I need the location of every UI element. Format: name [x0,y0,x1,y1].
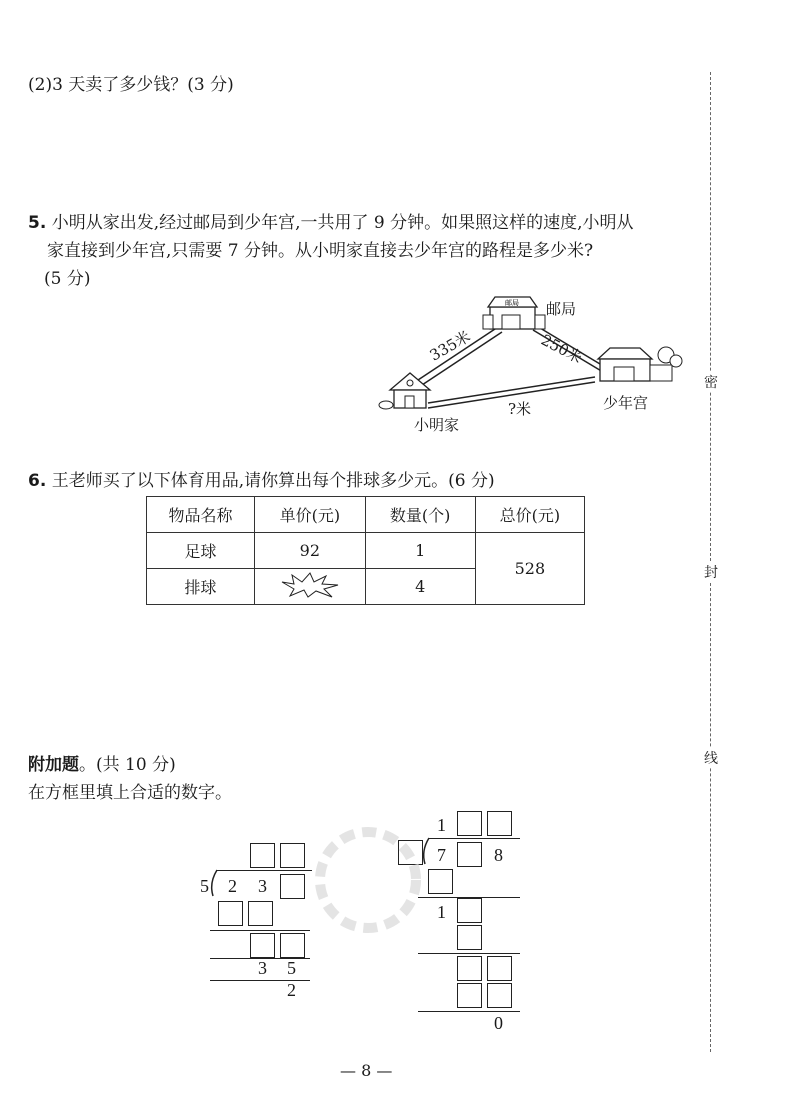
goods-table [146,496,585,605]
table-header-row [147,497,585,533]
burst-icon [280,572,340,598]
label-dist-home-post: 335米 [426,327,474,365]
header-qty: 数量(个) [365,497,475,533]
total-cell: 528 [475,533,584,605]
quotient-digit-1: 1 [437,815,446,835]
label-youth-palace: 少年宫 [603,394,649,412]
answer-box[interactable] [487,983,512,1008]
step-digit-1: 1 [437,902,446,922]
answer-box[interactable] [280,874,305,899]
divisor-5: 5 [200,876,209,896]
post-sign-text: 邮局 [505,299,519,307]
answer-box[interactable] [280,933,305,958]
q6-line [28,468,495,494]
row1-price: 92 [255,533,366,569]
side-char-mi: 密 [703,372,719,392]
header-total: 总价(元) [475,497,584,533]
step-digit-3: 3 [258,958,267,978]
answer-box[interactable] [457,956,482,981]
header-price: 单价(元) [255,497,366,533]
label-post-office: 邮局 [546,300,577,318]
row1-name: 足球 [147,533,255,569]
bonus-title: 附加题 [28,755,79,775]
answer-box[interactable] [250,843,275,868]
watermark-seal [308,820,428,940]
answer-box[interactable] [248,901,273,926]
answer-box[interactable] [428,869,453,894]
answer-box[interactable] [218,901,243,926]
dividend-digit-1: 2 [228,876,237,896]
label-dist-home-palace: ?米 [508,400,532,418]
row2-qty: 4 [365,569,475,605]
row2-price-hidden [255,569,366,605]
header-name: 物品名称 [147,497,255,533]
remainder-2: 2 [287,980,296,1000]
q5-line2: 家直接到少年宫,只需要 7 分钟。从小明家直接去少年宫的路程是多少米? [47,241,594,261]
page-number: — 8 — [340,1061,393,1080]
q4-part2: (2)3 天卖了多少钱？(3 分) [28,75,234,95]
side-char-xian: 线 [703,748,719,768]
answer-box[interactable] [457,925,482,950]
answer-box[interactable] [487,956,512,981]
dividend-digit-8: 8 [494,845,503,865]
dividend-digit-7: 7 [437,845,446,865]
row1-qty: 1 [365,533,475,569]
q5-number: 5. [28,213,47,233]
q6-text: 王老师买了以下体育用品,请你算出每个排球多少元。(6 分) [51,471,495,491]
label-home: 小明家 [414,416,460,434]
q6-number: 6. [28,471,47,491]
row2-name: 排球 [147,569,255,605]
label-dist-post-palace: 250米 [538,330,586,368]
answer-box[interactable] [457,898,482,923]
final-zero: 0 [494,1013,503,1033]
bonus-heading [28,752,176,778]
bonus-score: 。(共 10 分) [79,755,176,775]
q5-text1: 小明从家出发,经过邮局到少年宫,一共用了 9 分钟。如果照这样的速度,小明从 [51,213,634,233]
answer-box[interactable] [457,983,482,1008]
answer-box[interactable] [280,843,305,868]
youth-palace-icon [598,347,682,381]
answer-box[interactable] [250,933,275,958]
step-digit-5: 5 [287,958,296,978]
side-char-feng: 封 [703,562,719,582]
q5-line3: (5 分) [44,269,91,289]
answer-box[interactable] [457,842,482,867]
answer-box[interactable] [487,811,512,836]
q5-line1 [28,210,634,236]
dividend-digit-2: 3 [258,876,267,896]
table-row [147,533,585,569]
home-house-icon [379,373,430,409]
answer-box[interactable] [457,811,482,836]
post-office-icon [483,297,545,329]
bonus-instruction: 在方框里填上合适的数字。 [28,783,232,803]
